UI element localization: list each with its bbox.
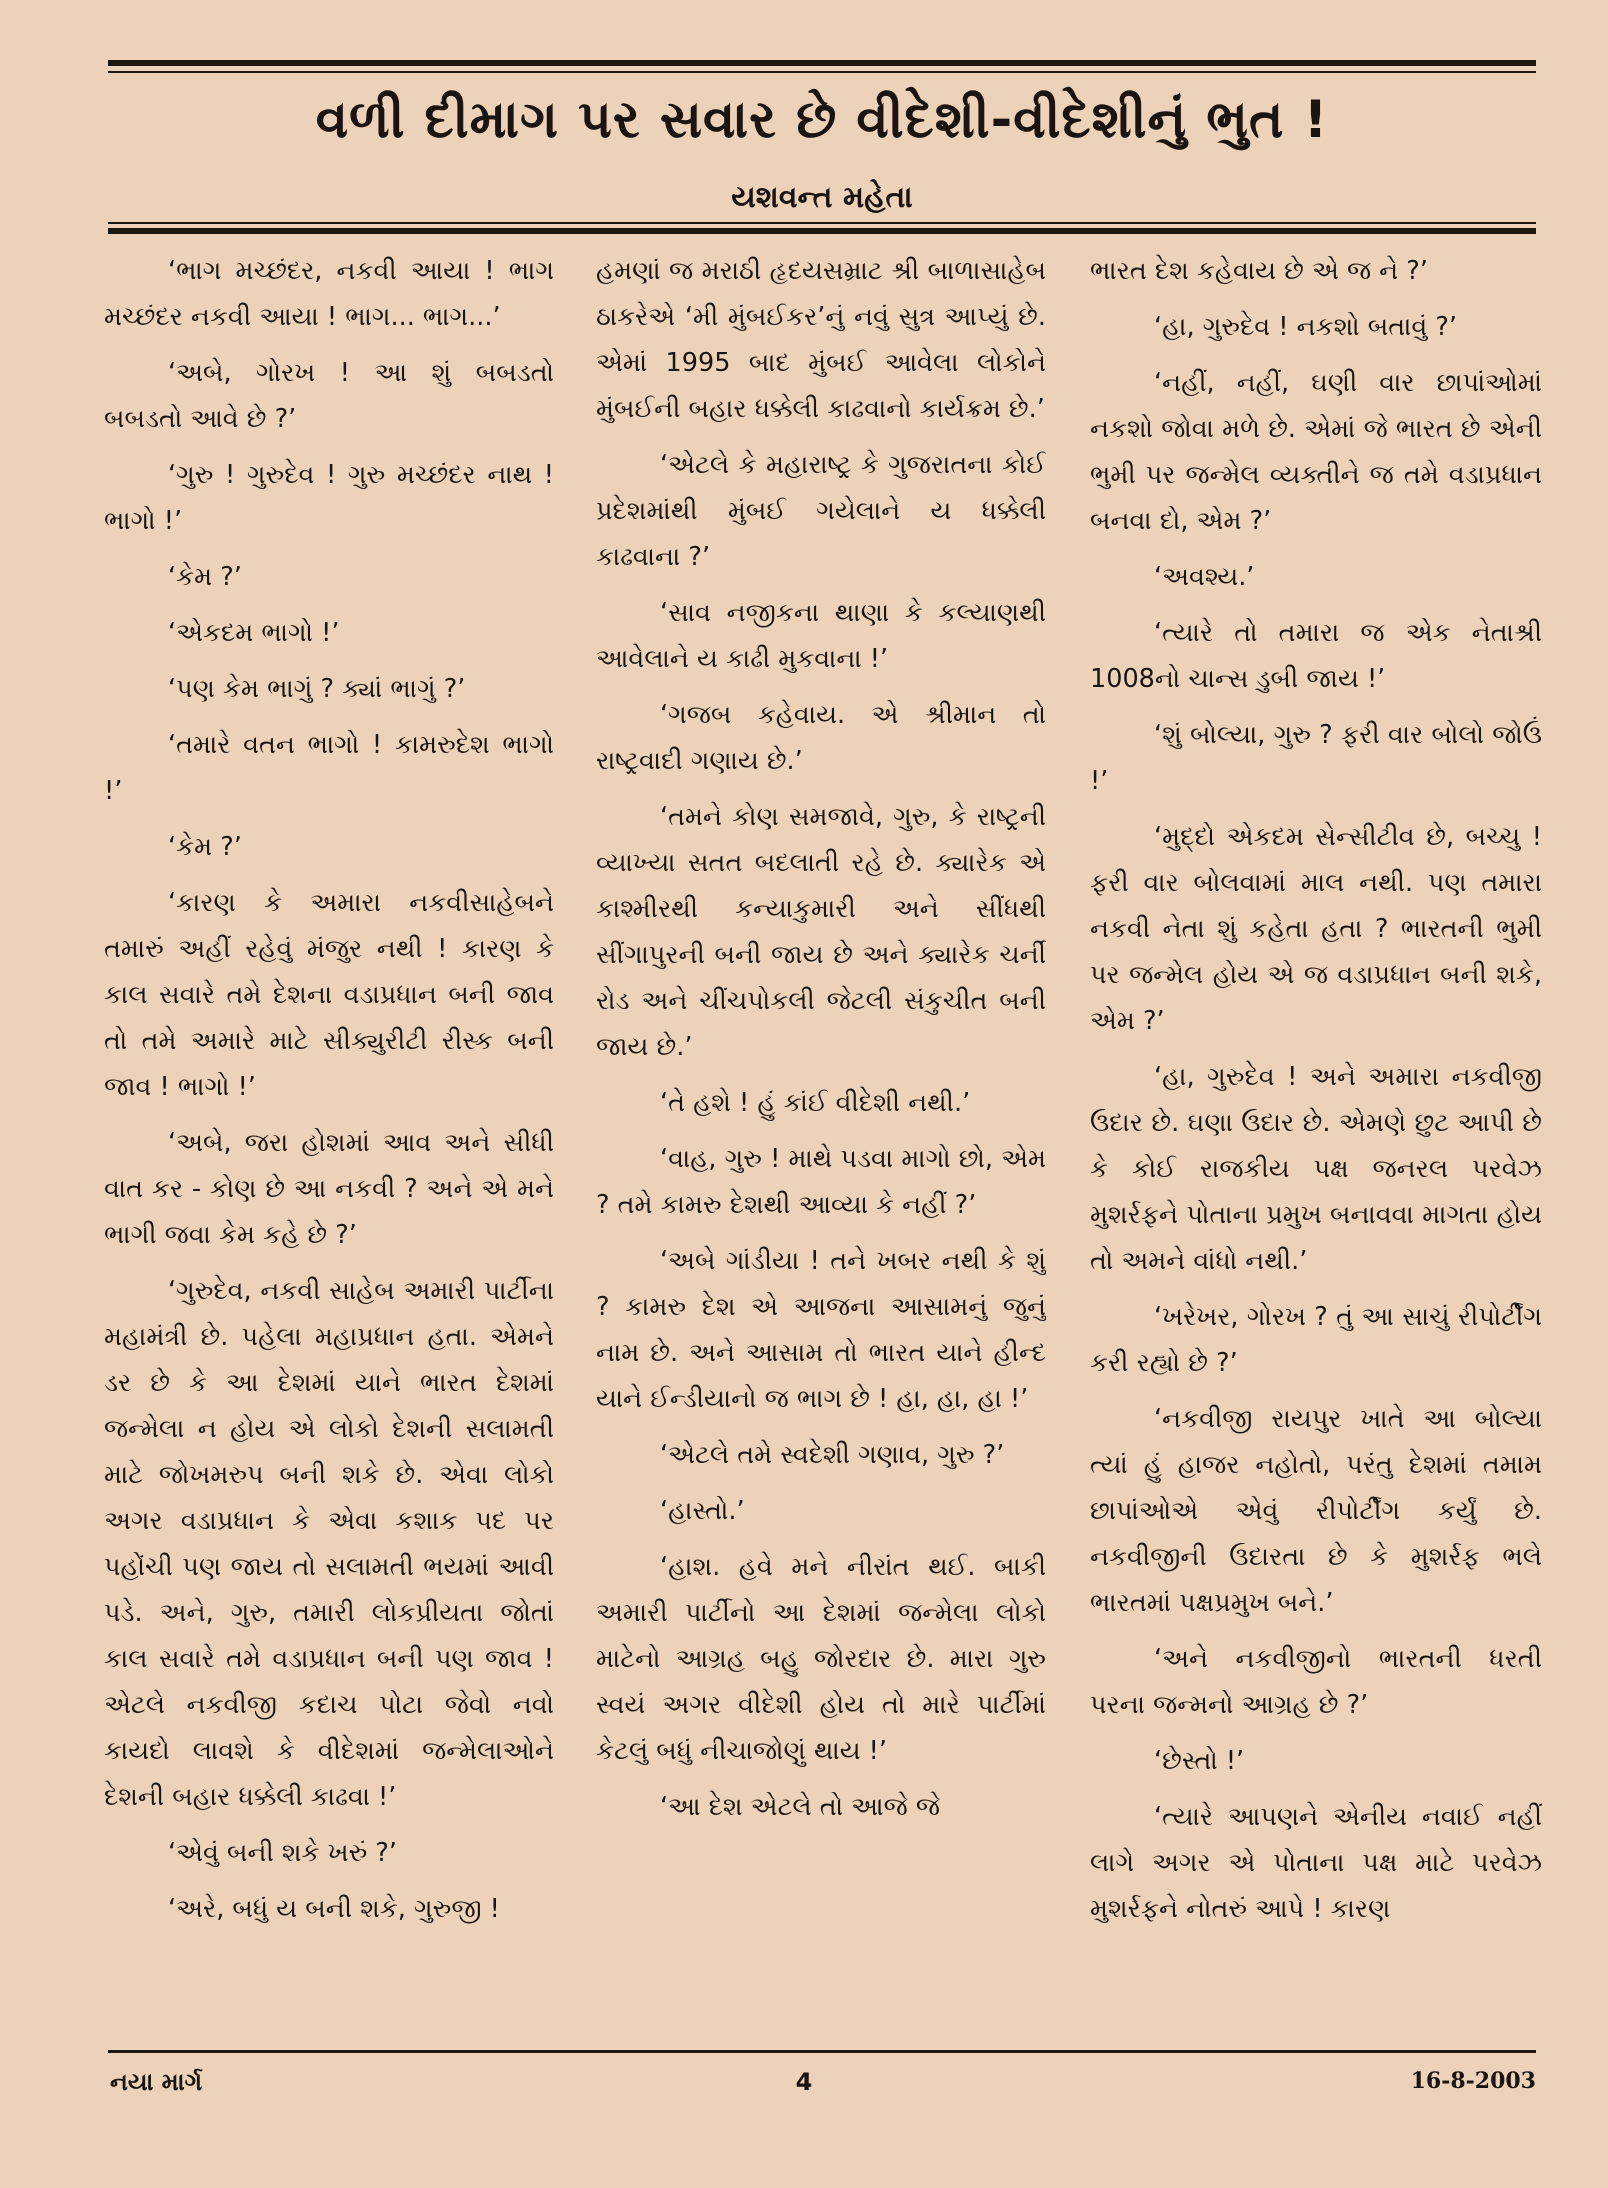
paragraph: ‘નહીં, નહીં, ઘણી વાર છાપાંઓમાં નકશો જોવા મળે છે. એમાં જે ભારત છે એની ભુમી પર જન્મેલ વ્યક્તીને જ તમે વડાપ્રધાન બનવા દો, એમ ?’ xyxy=(1090,368,1542,536)
paragraph: ‘ત્યારે તો તમારા જ એક નેતાશ્રી 1008નો ચાન્સ ડુબી જાય !’ xyxy=(1090,618,1542,694)
paragraph: ‘પણ કેમ ભાગું ? ક્યાં ભાગું ?’ xyxy=(168,674,466,704)
paragraph: ‘તમને કોણ સમજાવે, ગુરુ, કે રાષ્ટ્રની વ્યાખ્યા સતત બદલાતી રહે છે. ક્યારેક એ કાશ્મીરથી કન્યાકુમારી અને સીંધથી સીંગાપુરની બની જાય છે અને ક્યારેક ચર્ની રોડ અને ચીંચપોકલી જેટલી સંકુચીત બની જાય છે.’ xyxy=(596,802,1046,1062)
article-title: વળી દીમાગ પર સવાર છે વીદેશી-વીદેશીનું ભુત ! xyxy=(315,90,1329,150)
top-rule-thin xyxy=(108,71,1536,73)
paragraph: ‘એકદમ ભાગો !’ xyxy=(168,618,340,648)
article-author: યશવન્ત મહેતા xyxy=(731,180,913,215)
paragraph: ‘તે હશે ! હું કાંઈ વીદેશી નથી.’ xyxy=(660,1088,971,1118)
paragraph: ‘કેમ ?’ xyxy=(168,562,242,592)
paragraph: ‘અબે, જરા હોશમાં આવ અને સીધી વાત કર - કોણ છે આ નકવી ? અને એ મને ભાગી જવા કેમ કહે છે ?’ xyxy=(104,1128,554,1250)
paragraph: ‘તમારે વતન ભાગો ! કામરુદેશ ભાગો !’ xyxy=(104,730,554,806)
paragraph: ‘અરે, બધું ય બની શકે, ગુરુજી ! xyxy=(168,1894,500,1924)
paragraph: ‘વાહ, ગુરુ ! માથે પડવા માગો છો, એમ ? તમે કામરુ દેશથી આવ્યા કે નહીં ?’ xyxy=(596,1144,1046,1220)
paragraph: ‘હા, ગુરુદેવ ! અને અમારા નકવીજી ઉદાર છે. ઘણા ઉદાર છે. એમણે છુટ આપી છે કે કોઈ રાજકીય પક્ષ જનરલ પરવેઝ મુશર્રફને પોતાના પ્રમુખ બનાવવા માગતા હોય તો અમને વાંધો નથી.’ xyxy=(1090,1062,1542,1276)
paragraph: ‘હાશ. હવે મને નીરાંત થઈ. બાકી અમારી પાર્ટીનો આ દેશમાં જન્મેલા લોકો માટેનો આગ્રહ બહુ જોરદાર છે. મારા ગુરુ સ્વયં અગર વીદેશી હોય તો મારે પાર્ટીમાં કેટલું બધું નીચાજોણું થાય !’ xyxy=(596,1552,1046,1766)
paragraph: ‘કારણ કે અમારા નકવીસાહેબને તમારું અહીં રહેવું મંજુર નથી ! કારણ કે કાલ સવારે તમે દેશના વડાપ્રધાન બની જાવ તો તમે અમારે માટે સીક્યુરીટી રીસ્ક બની જાવ ! ભાગો !’ xyxy=(104,888,554,1102)
paragraph: ‘ભાગ મચ્છંદર, નકવી આયા ! ભાગ મચ્છંદર નકવી આયા ! ભાગ... ભાગ...’ xyxy=(104,256,554,332)
paragraph: ‘ખરેખર, ગોરખ ? તું આ સાચું રીપોર્ટીંગ કરી રહ્યો છે ?’ xyxy=(1090,1302,1542,1378)
paragraph: ‘એટલે કે મહારાષ્ટ્ર કે ગુજરાતના કોઈ પ્રદેશમાંથી મુંબઈ ગયેલાને ય ધક્કેલી કાઢવાના ?’ xyxy=(596,450,1046,572)
paragraph: ‘હા, ગુરુદેવ ! નકશો બતાવું ?’ xyxy=(1154,312,1457,342)
page-number: 4 xyxy=(795,2068,813,2096)
issue-date: 16-8-2003 xyxy=(1410,2068,1536,2094)
paragraph: હમણાં જ મરાઠી હૃદયસમ્રાટ શ્રી બાળાસાહેબ ઠાકરેએ ‘મી મુંબઈકર’નું નવું સુત્ર આપ્યું છે. એમાં 1995 બાદ મુંબઈ આવેલા લોકોને મુંબઈની બહાર ધક્કેલી કાઢવાનો કાર્યક્રમ છે.’ xyxy=(596,256,1046,424)
paragraph: ‘સાવ નજીકના થાણા કે કલ્યાણથી આવેલાને ય કાઢી મુકવાના !’ xyxy=(596,598,1046,674)
paragraph: ‘આ દેશ એટલે તો આજે જે xyxy=(660,1792,940,1822)
paragraph: ‘હાસ્તો.’ xyxy=(660,1496,745,1526)
paragraph: ભારત દેશ કહેવાય છે એ જ ને ?’ xyxy=(1090,256,1428,286)
paragraph: ‘ગુરુ ! ગુરુદેવ ! ગુરુ મચ્છંદર નાથ ! ભાગો !’ xyxy=(104,460,554,536)
paragraph: ‘શું બોલ્યા, ગુરુ ? ફરી વાર બોલો જોઉં !’ xyxy=(1090,720,1542,796)
paragraph: ‘છેસ્તો !’ xyxy=(1154,1746,1245,1776)
text-column-3 xyxy=(1090,248,1542,2040)
text-column-1 xyxy=(104,248,554,2040)
paragraph: ‘અબે, ગોરખ ! આ શું બબડતો બબડતો આવે છે ?’ xyxy=(104,358,554,434)
header-rule-thin xyxy=(108,222,1536,224)
paragraph: ‘એટલે તમે સ્વદેશી ગણાવ, ગુરુ ?’ xyxy=(660,1440,1005,1470)
paragraph: ‘અબે ગાંડીયા ! તને ખબર નથી કે શું ? કામરુ દેશ એ આજના આસામનું જુનું નામ છે. અને આસામ તો ભારત યાને હીન્દ યાને ઈન્ડીયાનો જ ભાગ છે ! હા, હા, હા !’ xyxy=(596,1246,1046,1414)
paragraph: ‘નકવીજી રાયપુર ખાતે આ બોલ્યા ત્યાં હું હાજર નહોતો, પરંતુ દેશમાં તમામ છાપાંઓએ એવું રીપોર્ટીંગ કર્યું છે. નકવીજીની ઉદારતા છે કે મુશર્રફ ભલે ભારતમાં પક્ષપ્રમુખ બને.’ xyxy=(1090,1404,1542,1618)
paragraph: ‘અને નકવીજીનો ભારતની ધરતી પરના જન્મનો આગ્રહ છે ?’ xyxy=(1090,1644,1542,1720)
paragraph: ‘એવું બની શકે ખરું ?’ xyxy=(168,1838,398,1868)
paragraph: ‘ગુરુદેવ, નકવી સાહેબ અમારી પાર્ટીના મહામંત્રી છે. પહેલા મહાપ્રધાન હતા. એમને ડર છે કે આ દેશમાં યાને ભારત દેશમાં જન્મેલા ન હોય એ લોકો દેશની સલામતી માટે જોખમરુપ બની શકે છે. એવા લોકો અગર વડાપ્રધાન કે એવા કશાક પદ પર પહોંચી પણ જાય તો સલામતી ભયમાં આવી પડે. અને, ગુરુ, તમારી લોકપ્રીયતા જોતાં કાલ સવારે તમે વડાપ્રધાન બની પણ જાવ ! એટલે નકવીજી કદાચ પોટા જેવો નવો કાયદો લાવશે કે વીદેશમાં જન્મેલાઓને દેશની બહાર ધક્કેલી કાઢવા !’ xyxy=(104,1276,554,1812)
publication-name: નયા માર્ગ xyxy=(110,2068,203,2096)
paragraph: ‘ગજબ કહેવાય. એ શ્રીમાન તો રાષ્ટ્રવાદી ગણાય છે.’ xyxy=(596,700,1046,776)
paragraph: ‘ત્યારે આપણને એનીય નવાઈ નહીં લાગે અગર એ પોતાના પક્ષ માટે પરવેઝ મુશર્રફને નોતરું આપે ! કારણ xyxy=(1090,1802,1542,1924)
paragraph: ‘કેમ ?’ xyxy=(168,832,242,862)
paragraph: ‘અવશ્ય.’ xyxy=(1154,562,1255,592)
header-rule-thick xyxy=(108,228,1536,234)
top-rule-thick xyxy=(108,60,1536,66)
text-column-2 xyxy=(596,248,1046,2040)
paragraph: ‘મુદ્દો એકદમ સેન્સીટીવ છે, બચ્ચુ ! ફરી વાર બોલવામાં માલ નથી. પણ તમારા નકવી નેતા શું કહેતા હતા ? ભારતની ભુમી પર જન્મેલ હોય એ જ વડાપ્રધાન બની શકે, એમ ?’ xyxy=(1090,822,1542,1036)
footer-rule xyxy=(108,2050,1536,2053)
